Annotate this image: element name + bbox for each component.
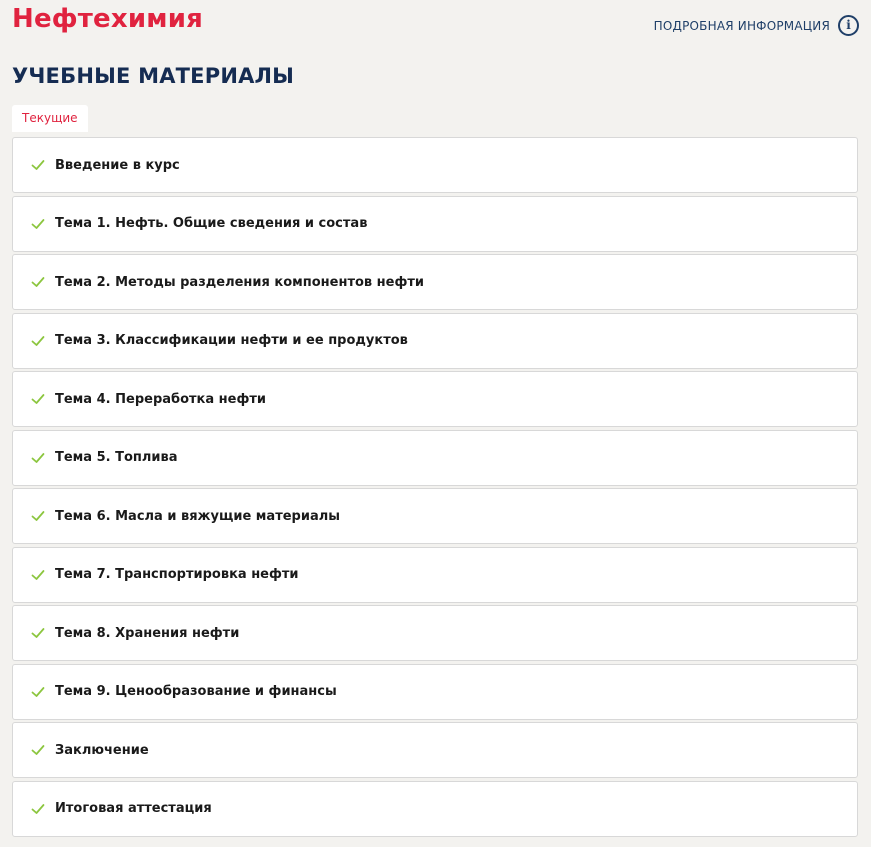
material-item[interactable]: [12, 430, 858, 486]
material-label: Заключение: [55, 742, 149, 758]
material-label: Тема 6. Масла и вяжущие материалы: [55, 508, 341, 524]
material-label: Тема 7. Транспортировка нефти: [55, 567, 299, 582]
material-label: Итоговая аттестация: [55, 801, 212, 816]
material-list: [12, 137, 858, 839]
material-item[interactable]: [12, 196, 858, 252]
material-label: Тема 8. Хранения нефти: [55, 625, 240, 641]
material-label: Тема 1. Нефть. Общие сведения и состав: [55, 216, 368, 231]
check-icon: [31, 334, 45, 348]
material-label: Тема 5. Топлива: [55, 450, 178, 465]
check-icon: [31, 685, 45, 699]
check-icon: [31, 743, 45, 757]
check-icon: [31, 626, 45, 640]
material-label: Тема 2. Методы разделения компонентов нефти: [55, 274, 425, 290]
more-info-link[interactable]: [654, 15, 859, 36]
check-icon: [31, 158, 45, 172]
check-icon: [31, 275, 45, 289]
material-item[interactable]: [12, 605, 858, 661]
check-icon: [31, 451, 45, 465]
material-item[interactable]: [12, 488, 858, 544]
material-label: Введение в курс: [55, 157, 180, 173]
check-icon: [31, 392, 45, 406]
material-label: Тема 9. Ценообразование и финансы: [55, 684, 337, 699]
info-icon[interactable]: i: [838, 15, 859, 36]
check-icon: [31, 509, 45, 523]
section-title: УЧЕБНЫЕ МАТЕРИАЛЫ: [12, 64, 295, 88]
material-item[interactable]: [12, 664, 858, 720]
more-info-label: ПОДРОБНАЯ ИНФОРМАЦИЯ: [653, 18, 830, 33]
course-title: Нефтехимия: [12, 4, 204, 34]
check-icon: [31, 217, 45, 231]
material-item[interactable]: [12, 722, 858, 778]
material-item[interactable]: [12, 137, 858, 193]
material-label: Тема 4. Переработка нефти: [55, 391, 267, 407]
material-item[interactable]: [12, 371, 858, 427]
material-item[interactable]: [12, 254, 858, 310]
material-label: Тема 3. Классификации нефти и ее продуктов: [55, 333, 408, 348]
tab-current[interactable]: Текущие: [12, 105, 88, 132]
material-item[interactable]: [12, 781, 858, 837]
material-item[interactable]: [12, 547, 858, 603]
material-item[interactable]: [12, 313, 858, 369]
check-icon: [31, 568, 45, 582]
check-icon: [31, 802, 45, 816]
